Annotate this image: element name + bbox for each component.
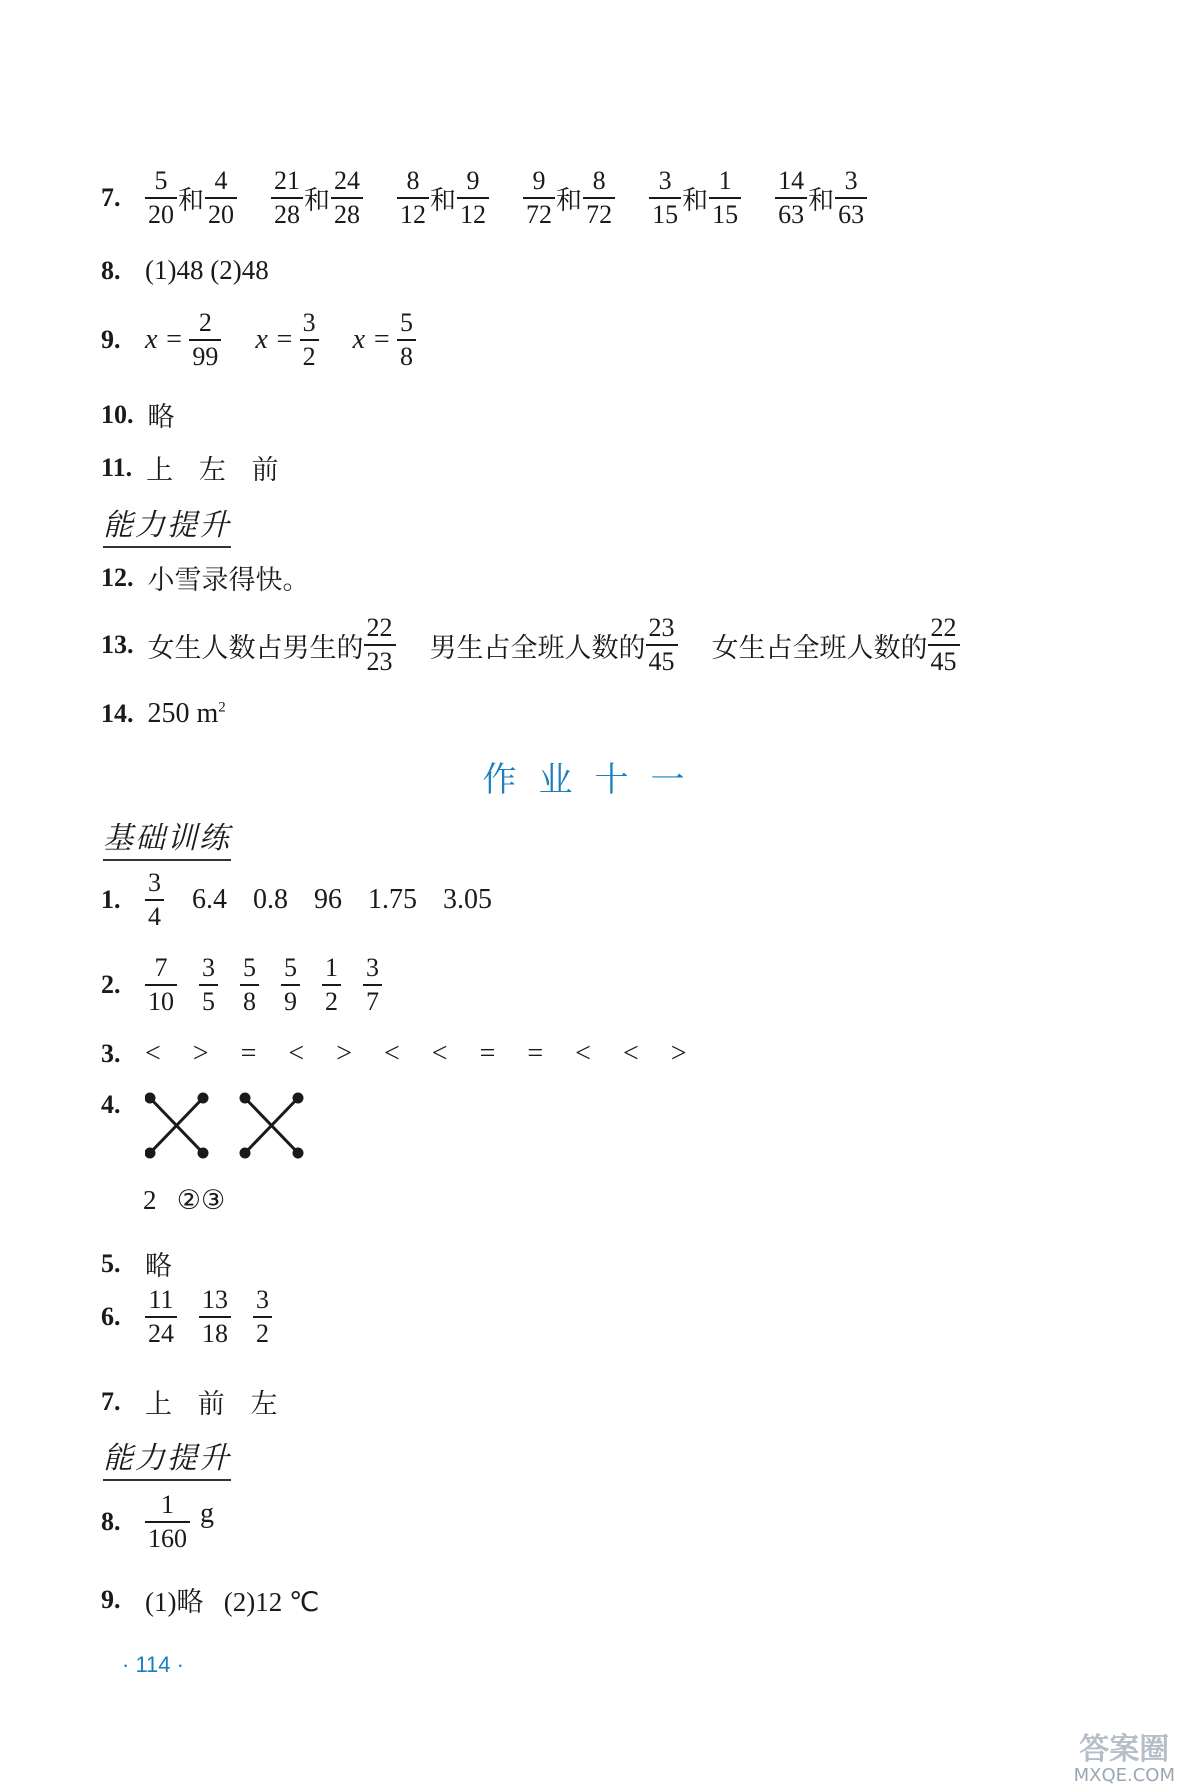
numerator: 3 — [202, 953, 215, 982]
fraction-pair — [145, 168, 237, 228]
fraction — [145, 1287, 177, 1347]
numerator: 8 — [592, 166, 606, 195]
conjunction: 和 — [430, 185, 457, 216]
q13-line — [101, 615, 994, 675]
denominator: 12 — [397, 197, 429, 228]
comparison-symbol: < — [145, 1038, 161, 1069]
fraction — [457, 168, 489, 228]
fraction — [649, 168, 681, 228]
numerator: 9 — [532, 166, 546, 195]
comparison-symbol: > — [670, 1038, 687, 1069]
watermark-text: 答案圈 — [1079, 1732, 1170, 1768]
q12-line — [101, 558, 310, 597]
q14-value: 250 m — [147, 698, 219, 729]
question-number: 7. — [101, 1386, 121, 1416]
numerator: 23 — [648, 613, 675, 642]
q5-answer: 略 — [145, 1251, 172, 1282]
fraction — [281, 955, 300, 1015]
denominator: 24 — [145, 1316, 177, 1347]
q5-line — [101, 1244, 172, 1283]
conjunction: 和 — [682, 185, 709, 216]
question-number: 8. — [101, 255, 121, 285]
ratio-statement — [430, 615, 678, 675]
fraction — [300, 310, 319, 370]
comparison-symbol: > — [192, 1038, 209, 1069]
q2-line — [101, 955, 404, 1015]
fraction — [145, 168, 177, 228]
question-number: 8. — [101, 1507, 121, 1536]
q4-answer: 2 ②③ — [143, 1185, 226, 1215]
denominator: 15 — [709, 197, 741, 228]
value: 3.05 — [443, 884, 492, 915]
numerator: 22 — [366, 613, 393, 642]
conjunction: 和 — [178, 185, 205, 216]
q12-answer: 小雪录得快。 — [147, 565, 310, 596]
denominator: 2 — [300, 339, 319, 370]
crossing-lines-diagram — [145, 1090, 315, 1160]
q4-answer-line — [143, 1185, 225, 1216]
denominator: 15 — [649, 197, 681, 228]
fraction — [646, 615, 678, 675]
watermark-logo — [1074, 1733, 1175, 1786]
q7b-line — [101, 1382, 278, 1421]
comparison-symbol: < — [288, 1038, 305, 1069]
numerator: 5 — [243, 953, 256, 982]
denominator: 63 — [775, 197, 807, 228]
q8-answer: (1)48 (2)48 — [145, 255, 269, 285]
value: 1.75 — [368, 884, 417, 915]
numerator: 1 — [161, 1490, 174, 1519]
question-number: 7. — [101, 183, 121, 212]
numerator: 2 — [198, 308, 212, 337]
numerator: 22 — [930, 613, 957, 642]
question-number: 14. — [101, 699, 134, 728]
dot — [241, 1149, 249, 1157]
fraction — [271, 168, 303, 228]
denominator: 5 — [199, 984, 218, 1015]
dot — [146, 1149, 154, 1157]
fraction — [199, 955, 218, 1015]
section-heading-ability: 能力提升 — [103, 500, 231, 548]
q8b-unit: g — [200, 1498, 214, 1529]
question-number: 13. — [101, 630, 134, 659]
comparison-symbol: > — [336, 1038, 352, 1069]
variable: x = — [145, 324, 184, 355]
numerator: 3 — [148, 868, 161, 897]
denominator: 20 — [205, 197, 237, 228]
ratio-statement — [148, 615, 396, 675]
fraction — [523, 168, 555, 228]
numerator: 4 — [214, 166, 228, 195]
q6-answers — [145, 1287, 294, 1347]
equation — [353, 310, 416, 370]
ratio-statement — [712, 615, 960, 675]
numerator: 1 — [325, 953, 338, 982]
q3-answers — [145, 1038, 719, 1070]
q2-answers — [145, 955, 404, 1015]
value: 6.4 — [192, 884, 227, 915]
q10-answer: 略 — [147, 402, 175, 433]
q10-line — [101, 395, 175, 434]
fraction — [240, 955, 259, 1015]
dot — [199, 1094, 207, 1102]
q7-line — [101, 168, 901, 228]
conjunction: 和 — [808, 185, 835, 216]
denominator: 8 — [397, 339, 416, 370]
statement-text: 男生占全班人数的 — [429, 632, 646, 664]
value: 96 — [314, 884, 342, 915]
denominator: 8 — [240, 984, 259, 1015]
question-number: 12. — [101, 562, 134, 592]
conjunction: 和 — [556, 185, 583, 216]
equation — [145, 310, 221, 370]
fraction — [145, 1492, 190, 1552]
q7b-answer: 上 前 左 — [145, 1389, 278, 1420]
fraction — [253, 1287, 272, 1347]
fraction — [189, 310, 221, 370]
q8-line — [101, 255, 269, 286]
numerator: 8 — [406, 166, 420, 195]
question-number: 10. — [101, 399, 134, 429]
page-number: · 114 · — [122, 1652, 184, 1677]
denominator: 2 — [322, 984, 341, 1015]
numerator: 5 — [399, 308, 413, 337]
fraction-pair — [523, 168, 615, 228]
section-heading-basic: 基础训练 — [103, 813, 231, 861]
section-heading-ability: 能力提升 — [103, 1433, 231, 1481]
statement-text: 女生占全班人数的 — [711, 632, 928, 664]
numerator: 21 — [274, 166, 301, 195]
fraction — [397, 168, 429, 228]
q6-line — [101, 1287, 294, 1347]
question-number: 9. — [101, 325, 121, 354]
q13-answers — [148, 615, 994, 675]
q11-line — [101, 448, 279, 487]
numerator: 9 — [466, 166, 480, 195]
numerator: 14 — [778, 166, 805, 195]
q1-values — [192, 884, 518, 916]
q4-line — [101, 1090, 315, 1160]
question-number: 5. — [101, 1248, 121, 1278]
question-number: 2. — [101, 970, 121, 999]
numerator: 7 — [154, 953, 168, 982]
fraction — [364, 615, 396, 675]
numerator: 5 — [154, 166, 168, 195]
statement-text: 女生人数占男生的 — [147, 632, 364, 664]
q9-answers — [145, 310, 450, 370]
denominator: 72 — [523, 197, 555, 228]
fraction — [322, 955, 341, 1015]
q9-line — [101, 310, 450, 370]
denominator: 12 — [457, 197, 489, 228]
denominator: 4 — [145, 899, 164, 930]
variable: x = — [255, 324, 294, 355]
question-number: 6. — [101, 1302, 121, 1331]
dot — [199, 1149, 207, 1157]
q7-answers — [145, 168, 901, 228]
numerator: 3 — [302, 308, 316, 337]
question-number: 3. — [101, 1039, 121, 1068]
fraction — [363, 955, 382, 1015]
fraction — [397, 310, 416, 370]
equation — [255, 310, 318, 370]
denominator: 63 — [835, 197, 867, 228]
question-number: 1. — [101, 885, 121, 914]
numerator: 3 — [844, 166, 858, 195]
q8b-line — [101, 1492, 214, 1552]
comparison-symbol: = — [527, 1038, 544, 1069]
denominator: 20 — [145, 197, 177, 228]
fraction — [145, 955, 177, 1015]
comparison-symbol: < — [383, 1038, 400, 1069]
numerator: 3 — [658, 166, 672, 195]
denominator: 2 — [253, 1316, 272, 1347]
comparison-symbol: < — [431, 1038, 448, 1069]
fraction — [835, 168, 867, 228]
conjunction: 和 — [304, 185, 331, 216]
fraction — [145, 870, 164, 930]
fraction-pair — [649, 168, 741, 228]
denominator: 18 — [199, 1316, 231, 1347]
comparison-symbol: < — [622, 1038, 639, 1069]
denominator: 45 — [646, 644, 678, 675]
fraction — [775, 168, 807, 228]
numerator: 5 — [284, 953, 297, 982]
q3-line — [101, 1038, 719, 1070]
fraction — [709, 168, 741, 228]
question-number: 4. — [101, 1090, 121, 1119]
numerator: 3 — [366, 953, 379, 982]
variable: x = — [352, 324, 391, 355]
q11-answer: 上 左 前 — [146, 455, 279, 486]
numerator: 11 — [148, 1285, 174, 1314]
q1-line — [101, 870, 518, 930]
q9b-answer: (1)略 (2)12 ℃ — [145, 1587, 320, 1617]
question-number: 9. — [101, 1584, 121, 1614]
fraction — [205, 168, 237, 228]
dot — [294, 1149, 302, 1157]
comparison-symbol: < — [575, 1038, 591, 1069]
comparison-symbol: = — [240, 1038, 257, 1069]
homework-title: 作业十一 — [482, 760, 707, 800]
denominator: 45 — [928, 644, 960, 675]
denominator: 72 — [583, 197, 615, 228]
q14-exponent: 2 — [218, 699, 226, 716]
denominator: 28 — [331, 197, 363, 228]
fraction — [928, 615, 960, 675]
numerator: 24 — [334, 166, 361, 195]
denominator: 7 — [363, 984, 382, 1015]
q14-answer — [148, 698, 226, 730]
fraction — [199, 1287, 231, 1347]
fraction-pair — [397, 168, 489, 228]
numerator: 1 — [718, 166, 732, 195]
denominator: 99 — [189, 339, 221, 370]
fraction-pair — [775, 168, 867, 228]
denominator: 28 — [271, 197, 303, 228]
question-number: 11. — [101, 452, 133, 482]
q14-line — [101, 698, 226, 730]
dot — [294, 1094, 302, 1102]
numerator: 13 — [202, 1285, 228, 1314]
fraction — [331, 168, 363, 228]
dot — [146, 1094, 154, 1102]
fraction — [583, 168, 615, 228]
denominator: 23 — [364, 644, 396, 675]
comparison-symbol: = — [479, 1038, 496, 1069]
q9b-line — [101, 1580, 319, 1619]
denominator: 9 — [281, 984, 300, 1015]
fraction-pair — [271, 168, 363, 228]
dot — [241, 1094, 249, 1102]
watermark-url: MXQE.COM — [1073, 1765, 1175, 1787]
denominator: 10 — [145, 984, 177, 1015]
value: 0.8 — [253, 884, 288, 915]
denominator: 160 — [145, 1521, 190, 1552]
numerator: 3 — [256, 1285, 269, 1314]
